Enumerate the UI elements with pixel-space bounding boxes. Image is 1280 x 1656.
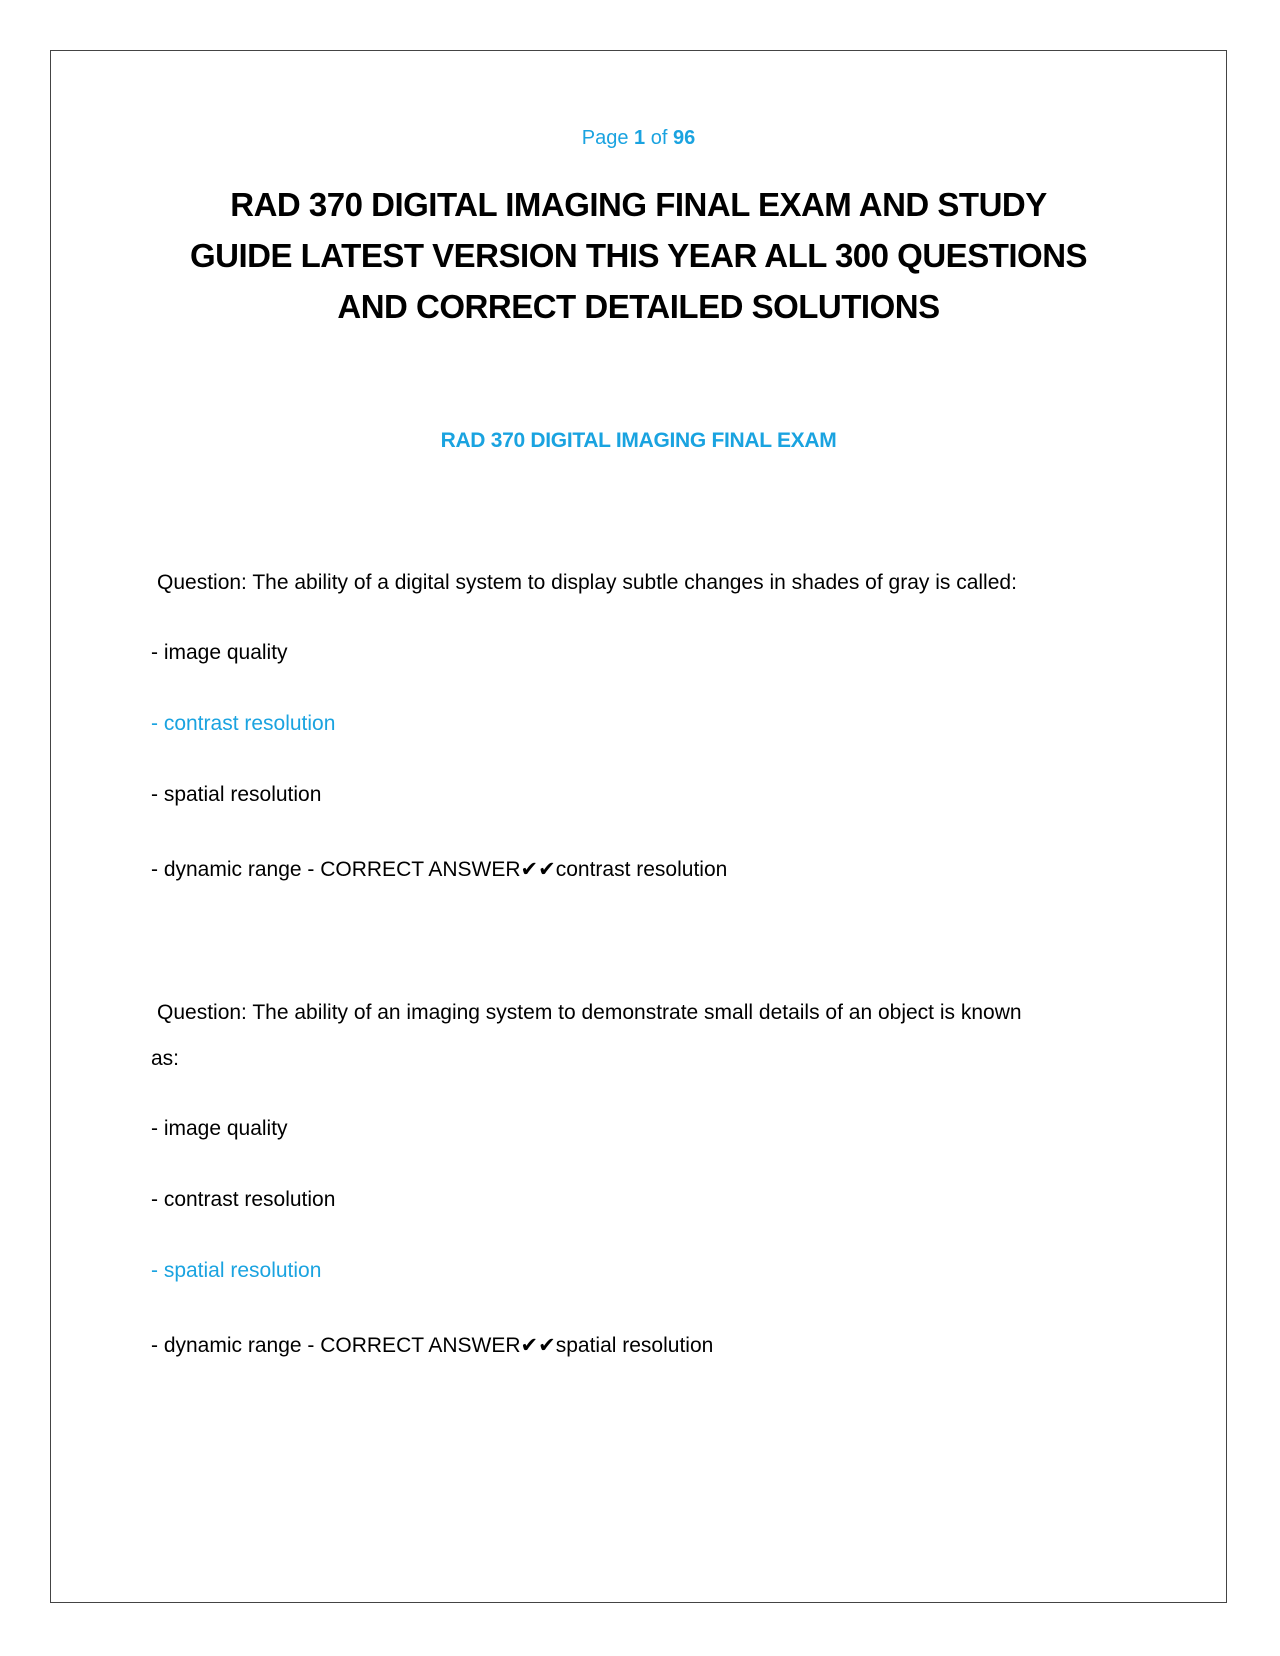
option-correct: - contrast resolution [151,712,336,735]
section-heading: RAD 370 DIGITAL IMAGING FINAL EXAM [440,429,837,452]
page-of: of [650,127,668,149]
document-page [50,50,1227,1603]
option: - contrast resolution [151,1188,336,1211]
title-line: AND CORRECT DETAILED SOLUTIONS [337,288,940,325]
option: - image quality [151,1117,288,1140]
page-current: 1 [634,127,646,149]
title-line: RAD 370 DIGITAL IMAGING FINAL EXAM AND STUDY [230,186,1047,223]
page-number [51,127,1226,150]
option-answer: - dynamic range - CORRECT ANSWER✔✔spatial resolution [151,1334,714,1357]
question-text: Question: The ability of an imaging system to demonstrate small details of an object is known [157,1001,1022,1024]
page-total: 96 [672,127,696,149]
question-text-cont: as: [151,1047,180,1070]
page-prefix: Page [581,127,629,149]
option-answer: - dynamic range - CORRECT ANSWER✔✔contrast resolution [151,858,728,881]
question-text: Question: The ability of a digital system to display subtle changes in shades of gray is called: [157,571,1017,594]
option: - spatial resolution [151,783,322,806]
document-title [51,179,1226,332]
title-line: GUIDE LATEST VERSION THIS YEAR ALL 300 QUESTIONS [189,237,1088,274]
option: - image quality [151,641,288,664]
option-correct: - spatial resolution [151,1259,322,1282]
